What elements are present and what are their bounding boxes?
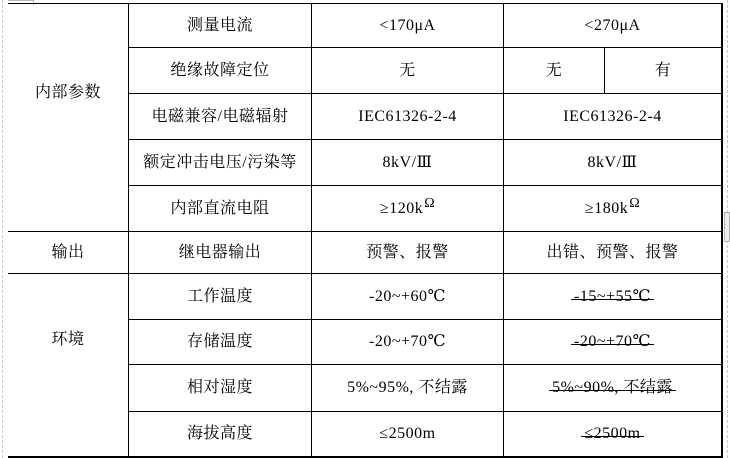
param-cell-altitude: [128, 412, 311, 456]
value-cell-operating-temperature-b: [503, 274, 721, 320]
value-text: 预警、报警: [366, 243, 449, 261]
value-cell-measuring-current-a: [311, 4, 503, 48]
value-text: <270μA: [584, 16, 641, 34]
value-text-struck: 5%~90%, 不结露: [552, 379, 673, 397]
param-label: 内部直流电阻: [170, 199, 270, 217]
value-text-struck: -15~+55℃: [574, 287, 651, 305]
ohm-symbol: Ω: [424, 195, 436, 211]
value-cell-altitude-a: [311, 412, 503, 456]
param-label: 测量电流: [186, 16, 253, 34]
param-label: 绝缘故障定位: [170, 61, 270, 79]
value-text: 无: [399, 61, 416, 79]
param-label: 继电器输出: [178, 243, 262, 261]
value-cell-storage-temperature-a: [311, 320, 503, 365]
value-text: IEC61326-2-4: [563, 107, 662, 125]
scrollbar-thumb[interactable]: [724, 212, 730, 242]
value-cell-operating-temperature-a: [311, 274, 503, 320]
param-cell-emc-emission: [128, 94, 311, 140]
value-cell-relay-output-a: [311, 232, 503, 274]
param-cell-internal-dc-resistance: [128, 186, 311, 232]
param-label: 存储温度: [186, 333, 253, 351]
param-label: 相对湿度: [186, 379, 253, 397]
page-boundary-left-dashed-line: [2, 0, 3, 458]
value-text: 无: [545, 61, 563, 79]
param-cell-measuring-current: [128, 4, 311, 48]
value-cell-relative-humidity-b: [503, 365, 721, 412]
value-text: ≥180k: [584, 199, 629, 217]
value-cell-relay-output-b: [503, 232, 721, 274]
param-cell-rated-impulse-voltage-pollution: [128, 140, 311, 186]
param-cell-storage-temperature: [128, 320, 311, 365]
param-cell-relative-humidity: [128, 365, 311, 412]
value-cell-altitude-b: [503, 412, 721, 456]
category-cell-output: [8, 232, 128, 274]
ohm-symbol: Ω: [629, 195, 641, 211]
value-cell-internal-dc-resistance-a: [311, 186, 503, 232]
spec-table: [8, 3, 723, 458]
value-cell-emc-emission-b: [503, 94, 721, 140]
value-text: ≤2500m: [379, 425, 436, 443]
value-text: IEC61326-2-4: [358, 107, 457, 125]
value-cell-internal-dc-resistance-b: [503, 186, 721, 232]
value-cell-emc-emission-a: [311, 94, 503, 140]
param-label: 工作温度: [186, 287, 253, 305]
value-text: 8kV/Ⅲ: [587, 153, 638, 171]
value-cell-insulation-fault-location-a: [311, 48, 503, 94]
value-text: 出错、预警、报警: [546, 243, 679, 261]
value-cell-relative-humidity-a: [311, 365, 503, 412]
value-cell-rated-impulse-voltage-a: [311, 140, 503, 186]
category-label-output: 输出: [51, 243, 85, 261]
value-cell-rated-impulse-voltage-b: [503, 140, 721, 186]
param-cell-relay-output: [128, 232, 311, 274]
value-text: -20~+70℃: [369, 333, 446, 351]
param-cell-operating-temperature: [128, 274, 311, 320]
value-text: <170μA: [379, 16, 436, 34]
value-text: -20~+60℃: [369, 287, 446, 305]
param-label: 海拔高度: [186, 425, 253, 443]
param-label: 电磁兼容/电磁辐射: [151, 107, 289, 125]
value-text: 5%~95%, 不结露: [347, 379, 468, 397]
category-cell-environment: [8, 274, 128, 456]
value-cell-insulation-fault-location-b-right: [604, 48, 721, 94]
category-label-environment: 环境: [51, 331, 85, 349]
value-text: 8kV/Ⅲ: [382, 153, 433, 171]
value-text-struck: -20~+70℃: [574, 333, 651, 351]
value-cell-insulation-fault-location-b-left: [503, 48, 604, 94]
category-cell-internal-parameters: [8, 4, 128, 232]
param-cell-insulation-fault-location: [128, 48, 311, 94]
category-label-internal-parameters: 内部参数: [34, 83, 101, 101]
value-text: 有: [654, 61, 672, 79]
value-text-struck: ≤2500m: [584, 425, 641, 443]
value-text: ≥120k: [379, 199, 424, 217]
value-cell-measuring-current-b: [503, 4, 721, 48]
value-cell-storage-temperature-b: [503, 320, 721, 365]
param-label: 额定冲击电压/污染等: [143, 153, 297, 171]
